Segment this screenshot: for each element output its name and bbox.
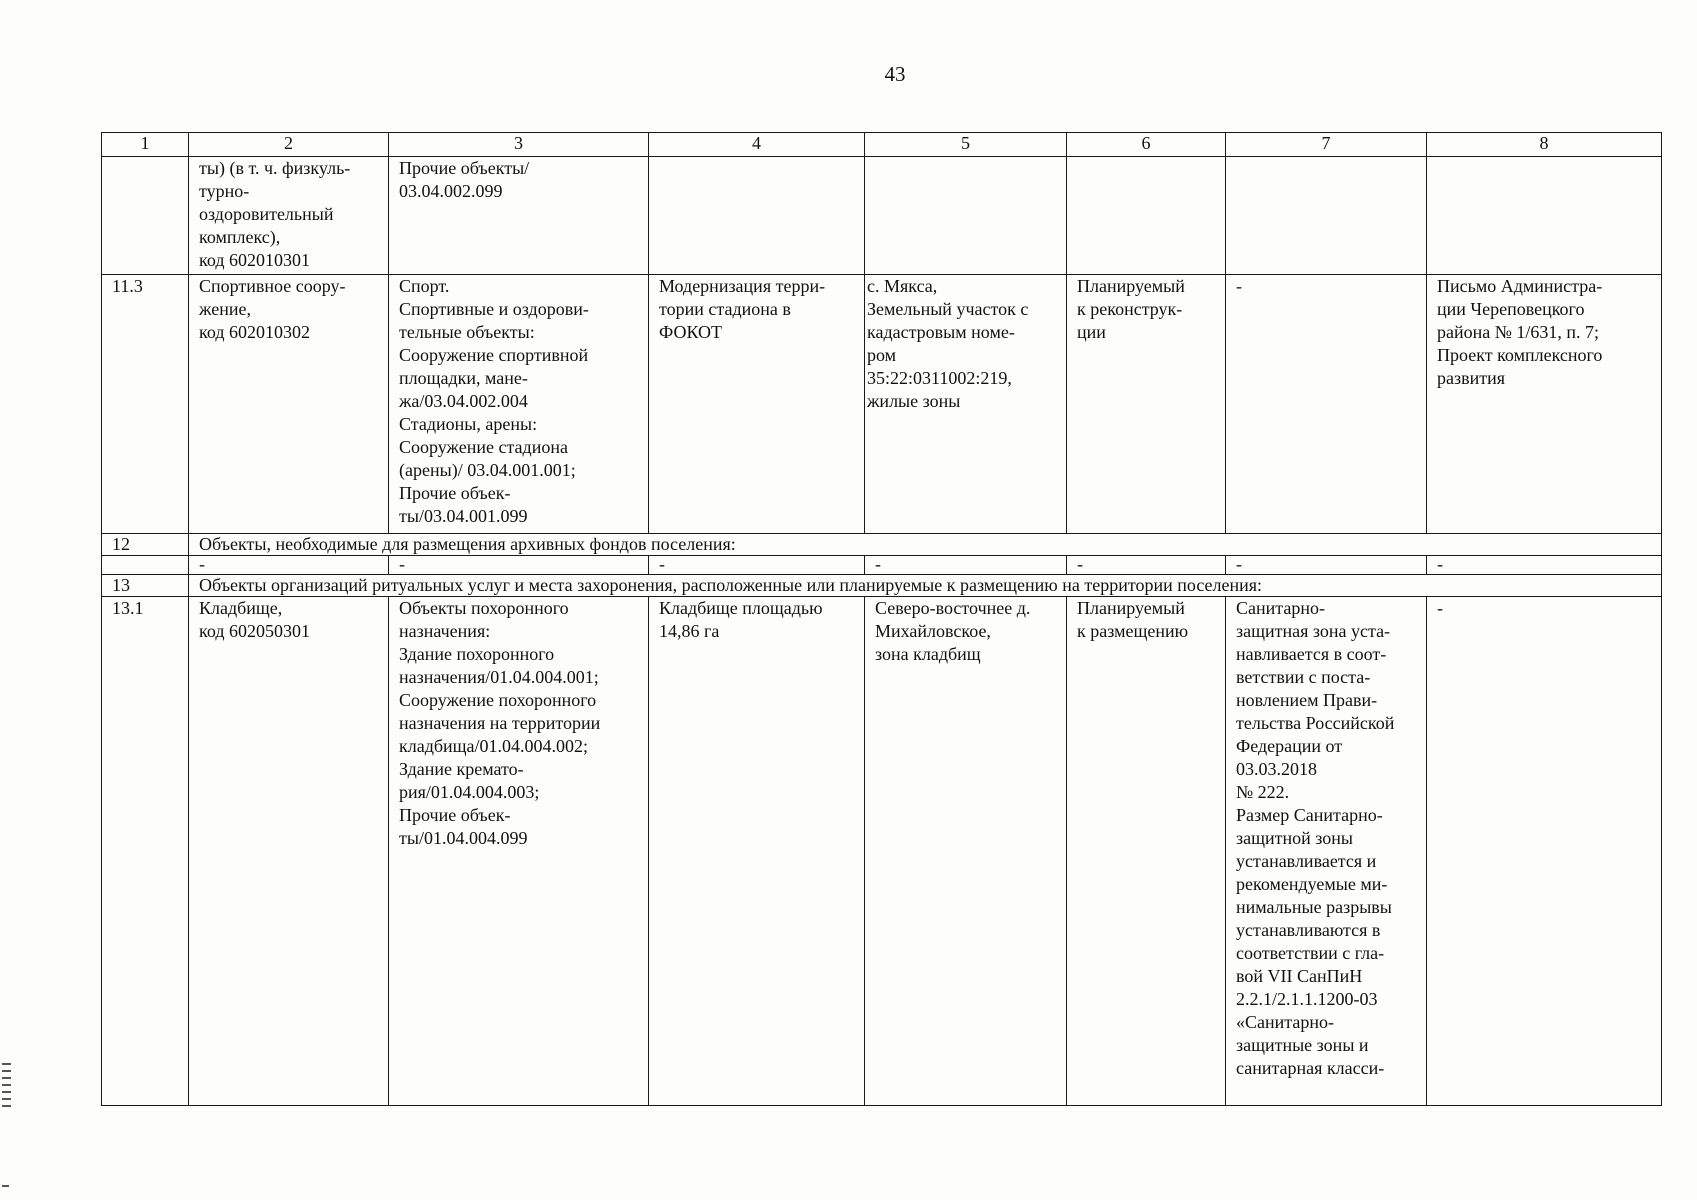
column-header: 3: [389, 133, 649, 157]
table-cell: Кладбище площадью 14,86 га: [649, 597, 865, 1106]
table-cell: -: [865, 556, 1067, 575]
table-row: [102, 556, 1662, 575]
page-number: 43: [884, 62, 906, 86]
table-cell: -: [189, 556, 389, 575]
column-header: 1: [102, 133, 189, 157]
table-cell: [102, 157, 189, 275]
column-header: 7: [1226, 133, 1427, 157]
section-number: 13: [102, 575, 189, 597]
table-row: [102, 157, 1662, 275]
column-header: 4: [649, 133, 865, 157]
planning-table: [101, 132, 1662, 1106]
table-cell: -: [389, 556, 649, 575]
table-cell: [1067, 157, 1226, 275]
table-row: [102, 275, 1662, 534]
table-cell: Северо-восточнее д. Михайловское, зона кладбищ: [865, 597, 1067, 1106]
table-cell: [1427, 157, 1662, 275]
table-cell: Прочие объекты/ 03.04.002.099: [389, 157, 649, 275]
section-title: Объекты, необходимые для размещения архивных фондов поселения:: [189, 534, 1662, 556]
table-cell: -: [649, 556, 865, 575]
row-number: 11.3: [102, 275, 189, 534]
table-cell: -: [1427, 597, 1662, 1106]
column-header: 6: [1067, 133, 1226, 157]
table-cell: Объекты похоронного назначения: Здание похоронного назначения/01.04.004.001; Сооружение похоронного назначения на территории кладбища/01.04.004.002; Здание кремато- рия/01.04.004.003; Прочие объек- ты/01.04.004.099: [389, 597, 649, 1106]
scan-edge-mark: [2, 1185, 9, 1187]
scan-edge-marks: [2, 1063, 11, 1107]
table-cell: [649, 157, 865, 275]
table-body: [102, 133, 1662, 1106]
table-cell: -: [1427, 556, 1662, 575]
row-number: 13.1: [102, 597, 189, 1106]
table-cell: [865, 157, 1067, 275]
table-cell: Спортивное соору- жение, код 602010302: [189, 275, 389, 534]
column-header: 5: [865, 133, 1067, 157]
section-row: [102, 575, 1662, 597]
column-number-row: [102, 133, 1662, 157]
table-cell: [1226, 157, 1427, 275]
table-cell: [102, 556, 189, 575]
section-row: [102, 534, 1662, 556]
table-cell: Планируемый к реконструк- ции: [1067, 275, 1226, 534]
table-cell: -: [1226, 275, 1427, 534]
table-cell: -: [1226, 556, 1427, 575]
table-cell: с. Мякса, Земельный участок с кадастровым номе- ром 35:22:0311002:219, жилые зоны: [865, 275, 1067, 534]
table-cell: Письмо Администра- ции Череповецкого района № 1/631, п. 7; Проект комплексного развития: [1427, 275, 1662, 534]
table-cell: Кладбище, код 602050301: [189, 597, 389, 1106]
table-cell: Планируемый к размещению: [1067, 597, 1226, 1106]
section-title: Объекты организаций ритуальных услуг и места захоронения, расположенные или планируемые к размещению на территории поселения:: [189, 575, 1662, 597]
table-row: [102, 597, 1662, 1106]
table-cell: Санитарно- защитная зона уста- навливается в соот- ветствии с поста- новлением Прави- тельства Российской Федерации от 03.03.2018 № 222. Размер Санитарно- защитной зоны устанавливается и рекомендуемые ми- нимальные разрывы устанавливаются в соответствии с гла- вой VII СанПиН 2.2.1/2.1.1.1200-03 «Санитарно- защитные зоны и санитарная класси-: [1226, 597, 1427, 1106]
table-cell: ты) (в т. ч. физкуль- турно- оздоровительный комплекс), код 602010301: [189, 157, 389, 275]
column-header: 2: [189, 133, 389, 157]
table-cell: Спорт. Спортивные и оздорови- тельные объекты: Сооружение спортивной площадки, мане- жа/03.04.002.004 Стадионы, арены: Сооружение стадиона (арены)/ 03.04.001.001; Прочие объек- ты/03.04.001.099: [389, 275, 649, 534]
column-header: 8: [1427, 133, 1662, 157]
table-cell: Модернизация терри- тории стадиона в ФОКОТ: [649, 275, 865, 534]
table-cell: -: [1067, 556, 1226, 575]
section-number: 12: [102, 534, 189, 556]
